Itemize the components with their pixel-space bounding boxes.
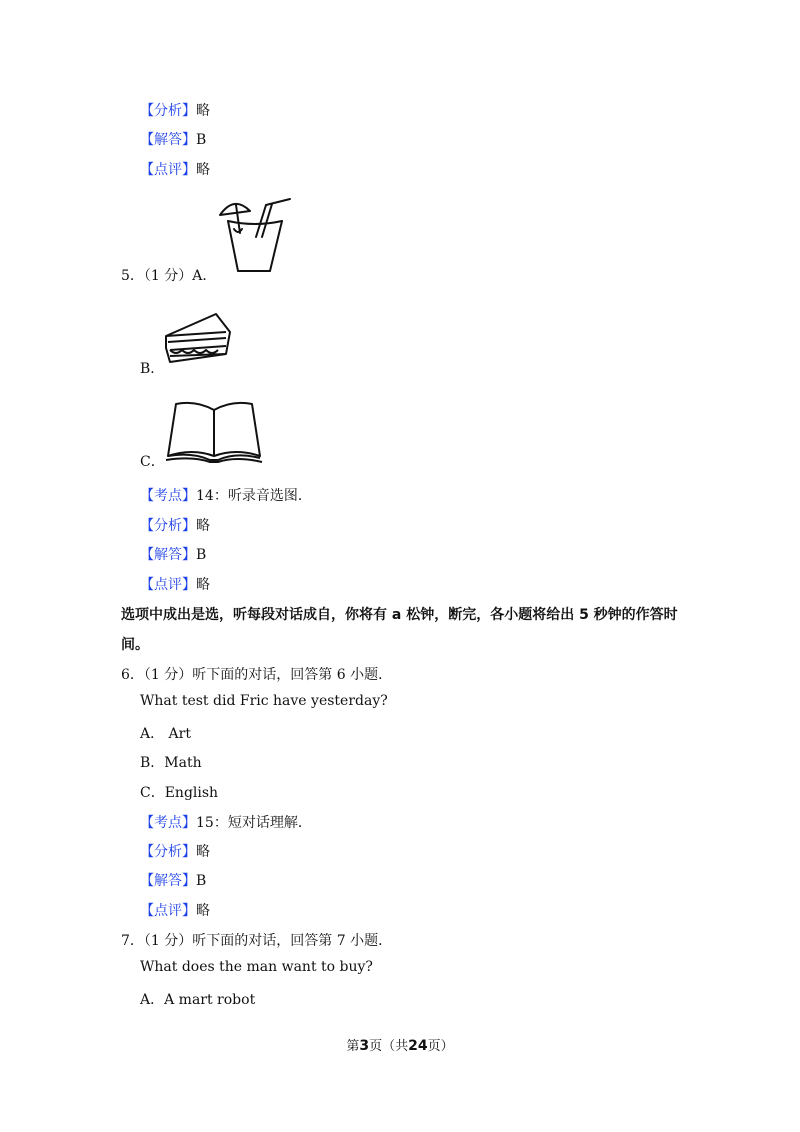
open-book-icon xyxy=(164,400,264,464)
footer-mid: 页（共 xyxy=(369,1039,409,1054)
comment-text: 略 xyxy=(196,903,210,919)
point-tag: 【考点】 xyxy=(140,488,196,504)
answer-tag: 【解答】 xyxy=(140,547,196,563)
comment-tag: 【点评】 xyxy=(140,903,196,919)
analysis-text: 略 xyxy=(196,518,210,534)
q6-option-c: C．English xyxy=(140,785,219,801)
q7-question: What does the man want to buy? xyxy=(140,959,373,975)
footer-post: 页） xyxy=(427,1039,454,1054)
q6-option-a: A． Art xyxy=(140,726,191,742)
answer-row xyxy=(140,129,206,149)
analysis-row xyxy=(140,841,210,861)
q5-option-c: C． xyxy=(140,454,165,470)
point-text: 14：听录音选图． xyxy=(196,488,312,504)
analysis-tag: 【分析】 xyxy=(140,103,196,119)
comment-row xyxy=(140,574,210,594)
analysis-text: 略 xyxy=(196,844,210,860)
answer-text: B xyxy=(196,547,207,563)
comment-tag: 【点评】 xyxy=(140,162,196,178)
comment-row xyxy=(140,900,210,920)
q5-option-b: B． xyxy=(140,361,165,377)
answer-tag: 【解答】 xyxy=(140,132,196,148)
instruction-line-1: 选项中成出是选，听每段对话成自，你将有 a 松钟，断完，各小题将给出 5 秒钟的作答时 xyxy=(121,607,678,623)
comment-tag: 【点评】 xyxy=(140,577,196,593)
point-text: 15：短对话理解． xyxy=(196,815,312,831)
q7-stem: 7．（1 分）听下面的对话，回答第 7 小题． xyxy=(121,933,393,949)
analysis-tag: 【分析】 xyxy=(140,844,196,860)
answer-text: B xyxy=(196,873,207,889)
comment-text: 略 xyxy=(196,162,210,178)
answer-row xyxy=(140,870,206,890)
q6-stem: 6．（1 分）听下面的对话，回答第 6 小题． xyxy=(121,667,393,683)
page-number: 3 xyxy=(359,1038,370,1054)
q5-stem: 5．（1 分）A． xyxy=(121,268,217,284)
page-footer xyxy=(0,1035,800,1054)
comment-text: 略 xyxy=(196,577,210,593)
analysis-tag: 【分析】 xyxy=(140,518,196,534)
q6-option-b: B．Math xyxy=(140,755,202,771)
point-row xyxy=(140,812,312,832)
drink-cup-icon xyxy=(212,193,294,275)
instruction-line-2: 间。 xyxy=(121,637,149,653)
answer-row xyxy=(140,544,206,564)
point-row xyxy=(140,485,312,505)
footer-pre: 第 xyxy=(346,1039,360,1054)
q6-question: What test did Fric have yesterday? xyxy=(140,693,388,709)
sandwich-icon xyxy=(160,310,236,370)
analysis-row xyxy=(140,100,210,120)
answer-tag: 【解答】 xyxy=(140,873,196,889)
q7-option-a: A．A mart robot xyxy=(140,992,256,1008)
comment-row xyxy=(140,159,210,179)
analysis-text: 略 xyxy=(196,103,210,119)
analysis-row xyxy=(140,515,210,535)
answer-text: B xyxy=(196,132,207,148)
point-tag: 【考点】 xyxy=(140,815,196,831)
total-pages: 24 xyxy=(408,1038,428,1054)
